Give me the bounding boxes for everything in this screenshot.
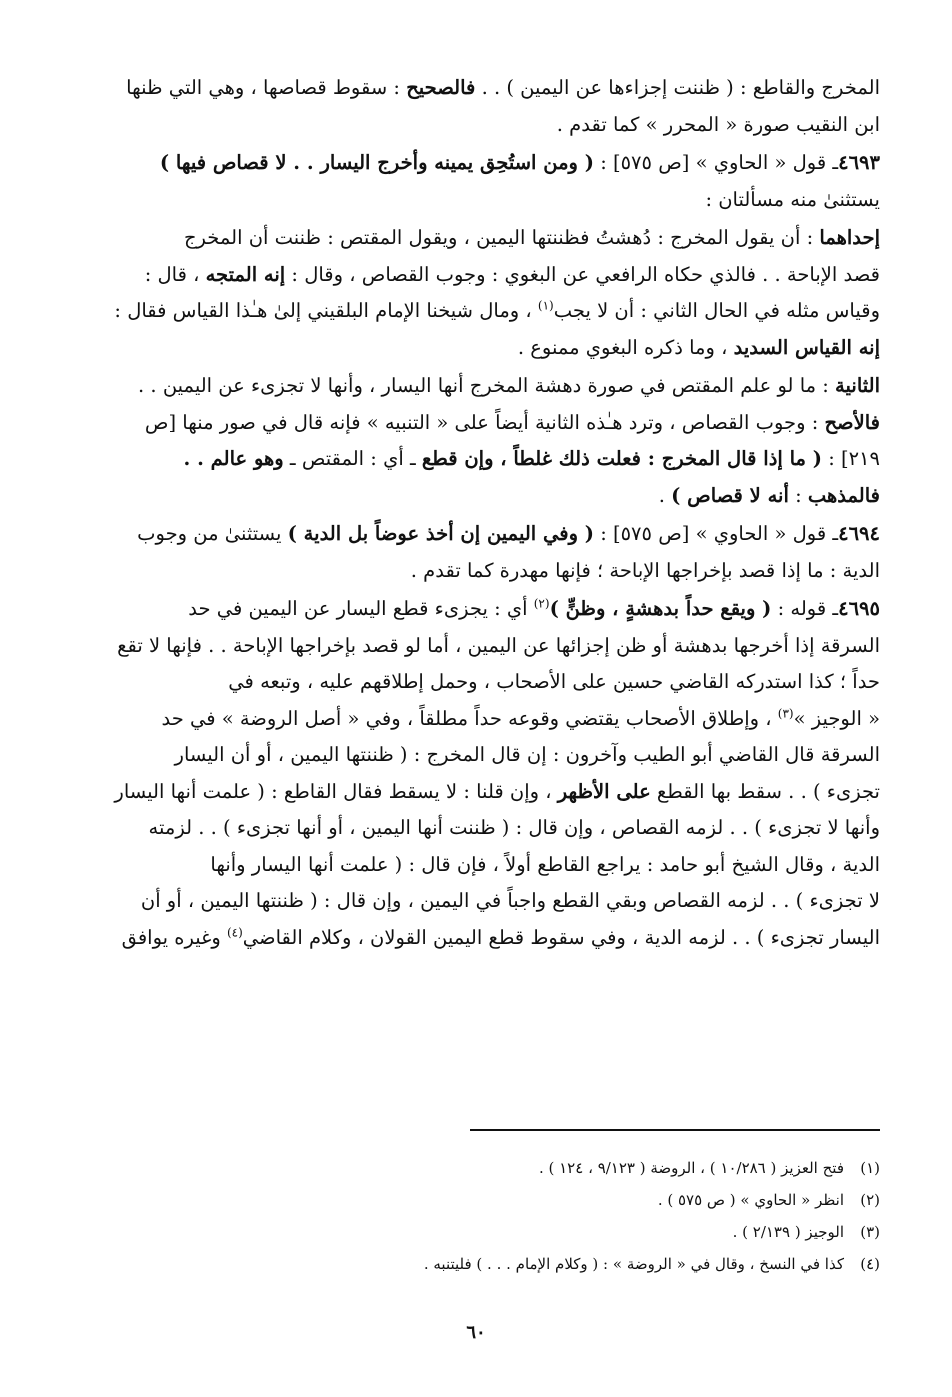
text-run: ، وإن قلنا : لا يسقط فقال القاطع : ( علمت أنها اليسار xyxy=(114,779,558,803)
text-line xyxy=(52,553,880,590)
text-run: « الوجيز » xyxy=(793,706,880,730)
text-run: قصد الإباحة . . فالذي حكاه الرافعي عن البغوي : وجوب القصاص ، وقال : xyxy=(285,262,880,286)
text-run: يستثنىٰ من وجوب xyxy=(137,522,288,545)
main-text xyxy=(52,70,880,958)
bold-text: فالمذهب xyxy=(807,483,880,507)
text-run: لا تجزىء ) . . لزمه القصاص وبقي القطع واجباً في اليمين ، وإن قال : ( ظننتها اليمين ، أو أن xyxy=(140,889,880,912)
text-line xyxy=(52,368,880,405)
text-run: يستثنىٰ منه مسألتان : xyxy=(705,187,880,211)
text-run: ـ أي : المقتص ـ xyxy=(283,447,422,470)
footnote-number: (٢) xyxy=(860,1191,880,1209)
text-line xyxy=(52,847,880,884)
text-run: المخرج والقاطع : ( ظننت إجزاءها عن اليمين ) . . xyxy=(475,76,880,99)
footnote xyxy=(52,1184,880,1216)
footnote-text: الوجيز ( ٢/١٣٩ ) . xyxy=(732,1223,844,1241)
bold-text: ( وفي اليمين إن أخذ عوضاً بل الدية ) xyxy=(287,522,594,545)
bold-text: فالأصح xyxy=(824,410,880,434)
paragraph xyxy=(52,591,880,956)
text-run: ـ قول « الحاوي » [ص ٥٧٥] : xyxy=(594,522,839,545)
text-run: الدية : ما إذا قصد بإخراجها الإباحة ؛ فإنها مهدرة كما تقدم . xyxy=(410,558,880,582)
text-run: : أن يقول المخرج : دُهشتُ فظننتها اليمين ، ويقول المقتص : ظننت أن المخرج xyxy=(183,226,820,249)
text-run: ، وما ذكره البغوي ممنوع . xyxy=(517,335,734,359)
bold-text: ( ما إذا قال المخرج : فعلت ذلك غلطاً ، وإن قطع xyxy=(421,447,822,470)
text-line xyxy=(52,701,880,738)
footnote-number: (٣) xyxy=(860,1223,880,1241)
text-line xyxy=(52,628,880,665)
text-run: : xyxy=(788,483,808,507)
footnote-reference: (٢) xyxy=(533,596,550,611)
text-line xyxy=(52,330,880,367)
text-run: وأنها لا تجزىء ) . . لزمه القصاص ، وإن قال : ( ظننت أنها اليمين ، أو أنها تجزىء ) . . لزمته xyxy=(148,816,880,839)
bold-text: ٤٦٩٤ xyxy=(838,522,880,545)
text-line xyxy=(52,220,880,257)
paragraph xyxy=(52,70,880,143)
text-run: ـ قول « الحاوي » [ص ٥٧٥] : xyxy=(594,151,839,174)
text-line xyxy=(52,405,880,442)
footnote-text: كذا في النسخ ، وقال في « الروضة » : ( وكلام الإمام . . . ) فليتنبه . xyxy=(423,1255,844,1273)
bold-text: إنه المتجه xyxy=(205,262,286,286)
bold-text: ( ومن استُحِق يمينه وأخرج اليسار . . لا قصاص فيها ) xyxy=(159,151,594,174)
paragraph xyxy=(52,220,880,366)
footnote-number: (١) xyxy=(860,1159,880,1177)
text-run: السرقة إذا أخرجها بدهشة أو ظن إجزائها عن اليمين ، أما لو قصد بإخراجها الإباحة . . فإنها لا تقع xyxy=(117,633,880,657)
bold-text: أنه لا قصاص ) xyxy=(671,483,789,507)
text-line xyxy=(52,293,880,330)
text-line xyxy=(52,516,880,553)
bold-text: إحداهما xyxy=(819,226,880,249)
text-run: ٢١٩] : xyxy=(822,447,880,470)
footnote-reference: (١) xyxy=(537,298,554,313)
bold-text: ( ويقع حداً بدهشةٍ ، وظنٍّ ) xyxy=(549,597,772,620)
text-line xyxy=(52,737,880,774)
text-line xyxy=(52,591,880,628)
bold-text: على الأظهر xyxy=(557,779,651,803)
text-line xyxy=(52,920,880,957)
bold-text: وهو عالم . . xyxy=(183,447,284,470)
footnote xyxy=(52,1152,880,1184)
footnotes xyxy=(52,1152,880,1280)
text-line xyxy=(52,107,880,144)
bold-text: ٤٦٩٣ xyxy=(838,151,880,174)
paragraph xyxy=(52,368,880,514)
text-line xyxy=(52,478,880,515)
page-number: ٦٠ xyxy=(466,1322,486,1343)
text-run: السرقة قال القاضي أبو الطيب وآخرون : إن قال المخرج : ( ظننتها اليمين ، أو أن اليسار xyxy=(174,743,880,766)
text-run: . xyxy=(658,483,672,507)
text-line xyxy=(52,810,880,847)
text-run: ، وإطلاق الأصحاب يقتضي وقوعه حداً مطلقاً ، وفي « أصل الروضة » في حد xyxy=(161,706,778,730)
bold-text: إنه القياس السديد xyxy=(733,335,880,359)
text-run: ابن النقيب صورة « المحرر » كما تقدم . xyxy=(556,112,880,136)
text-line xyxy=(52,774,880,811)
footnote-reference: (٣) xyxy=(777,706,794,720)
text-run: : ما لو علم المقتص في صورة دهشة المخرج أنها اليسار ، وأنها لا تجزىء عن اليمين . . xyxy=(138,374,836,397)
text-line xyxy=(52,441,880,478)
text-run: : سقوط قصاصها ، وهي التي ظنها xyxy=(126,76,407,99)
text-run: الدية ، وقال الشيخ أبو حامد : يراجع القاطع أولاً ، فإن قال : ( علمت أنها اليسار وأنها xyxy=(210,852,880,876)
footnote-number: (٤) xyxy=(860,1255,880,1273)
text-run: ، ومال شيخنا الإمام البلقيني إلىٰ هـٰذا القياس فقال : xyxy=(114,299,538,322)
text-line xyxy=(52,182,880,219)
text-line xyxy=(52,145,880,182)
paragraph xyxy=(52,516,880,589)
bold-text: فالصحيح xyxy=(406,76,476,99)
text-line xyxy=(52,664,880,701)
text-run: وغيره يوافق xyxy=(121,925,227,949)
footnote-separator xyxy=(470,1129,880,1131)
footnote-reference: (٤) xyxy=(226,925,243,939)
text-run: ، قال : xyxy=(144,262,206,286)
footnote-text: انظر « الحاوي » ( ص ٥٧٥ ) . xyxy=(657,1191,844,1209)
text-run: اليسار تجزىء ) . . لزمه الدية ، وفي سقوط قطع اليمين القولان ، وكلام القاضي xyxy=(242,925,880,949)
bold-text: ٤٦٩٥ xyxy=(838,597,880,620)
text-line xyxy=(52,883,880,920)
text-run: ـ قوله : xyxy=(771,597,839,620)
text-run: تجزىء ) . . سقط بها القطع xyxy=(650,779,880,803)
footnote xyxy=(52,1248,880,1280)
text-run: أي : يجزىء قطع اليسار عن اليمين في حد xyxy=(188,597,534,620)
footnote xyxy=(52,1216,880,1248)
text-run: : وجوب القصاص ، وترد هـٰذه الثانية أيضاً على « التنبيه » فإنه قال في صور منها [ص xyxy=(144,410,825,434)
footnote-text: فتح العزيز ( ١٠/٢٨٦ ) ، الروضة ( ٩/١٢٣ ، ١٢٤ ) . xyxy=(538,1159,844,1177)
text-run: حداً ؛ كذا استدركه القاضي حسين على الأصحاب ، وحمل إطلاقهم عليه ، وتبعه في xyxy=(228,670,880,693)
bold-text: الثانية xyxy=(835,374,880,397)
text-line xyxy=(52,70,880,107)
paragraph xyxy=(52,145,880,218)
text-run: وقياس مثله في الحال الثاني : أن لا يجب xyxy=(553,299,880,322)
text-line xyxy=(52,257,880,294)
